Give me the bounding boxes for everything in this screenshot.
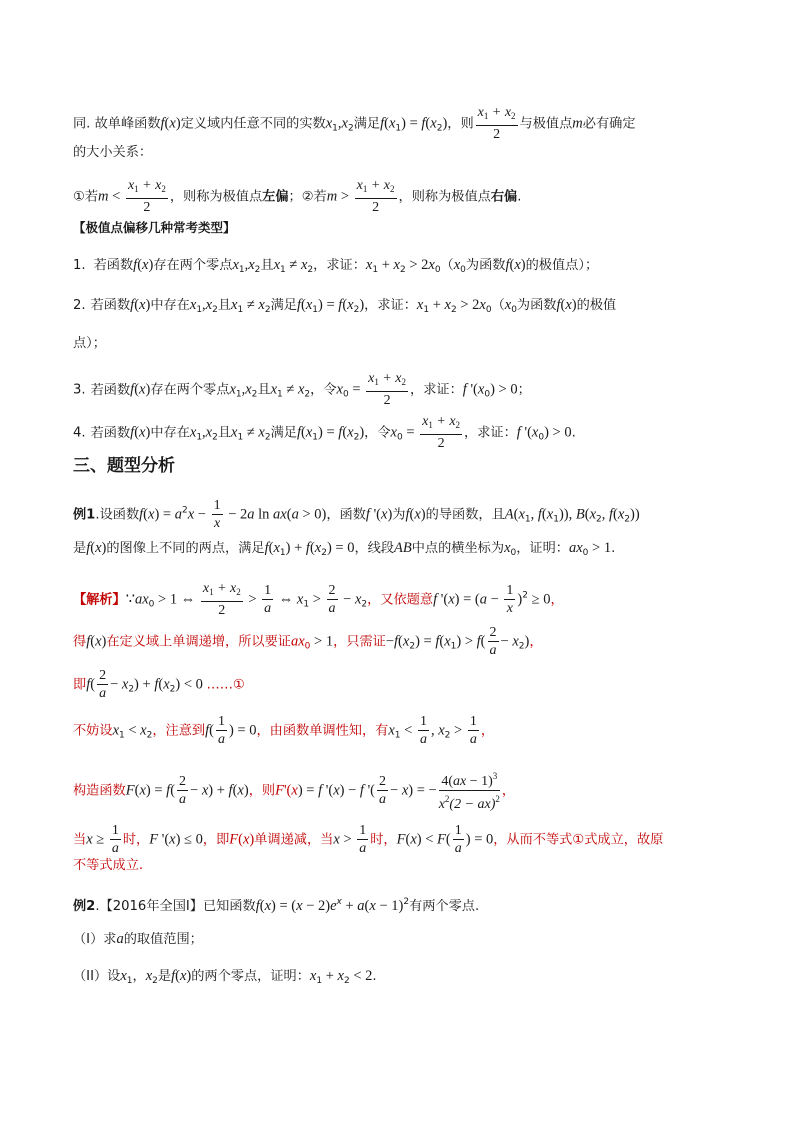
- right-bias-term: 右偏: [490, 189, 518, 205]
- intro-cases-line: ①若m < $\frac{x_1 + x_2}{2}$ ，则称为极值点左偏；②若m > $\frac{x_1 + x_2}{2}$ ，则称为极值点右偏.: [73, 178, 522, 215]
- solution-line-6: 当x ≥ $\frac{1}{a}$ 时，F '(x) ≤ 0，即F(x)单调递减，当x > $\frac{1}{a}$ 时，F(x) < F( $\frac{1}{a}$ ) = 0，从而不等式①式成立，故原: [73, 823, 664, 856]
- example-2-line-1: 例2.【2016年全国Ⅰ】已知函数$f(x) = (x - 2)e^x + a(x - 1)^2$有两个零点.: [73, 897, 480, 914]
- type-item-2: 2. 若函数f(x)中存在$x_1,x_2$且$x_1 \ne x_2$满足$f(x_1) = f(x_2)$，求证：$x_1 + x_2 > 2x_0(x_0$为函数f(x)的极值: [73, 297, 617, 315]
- type-item-4: 4. 若函数f(x)中存在$x_1,x_2$且$x_1 \ne x_2$满足$f(x_1) = f(x_2)$，令$x_0$ = $\frac{x_1 + x_2}{2}$ ，求证：f '$(x_0) > 0$.: [73, 414, 576, 451]
- solution-line-7: 不等式成立.: [73, 858, 144, 873]
- example-1-line-2: 是f(x)的图像上不同的两点，满足$f(x_1) + f(x_2) = 0$，线段AB中点的横坐标为$x_0$，证明：$ax_0 > 1$.: [73, 540, 616, 558]
- solution-line-5: 构造函数F(x) = f( $\frac{2}{a}$ − x) + f(x)，则F'(x) = f '(x) − f '( $\frac{2}{a}$ − x) = − $\frac{4(ax - 1)^3}{x^2(2 - ax)^2}$ ，: [73, 768, 515, 813]
- types-heading: 【极值点偏移几种常考类型】: [73, 220, 236, 235]
- fraction-mean: $\frac{x_1 + x_2}{2}$: [477, 105, 516, 142]
- type-item-2-cont: 点）；: [73, 336, 106, 351]
- section-title: 三、题型分析: [73, 456, 175, 476]
- type-item-3: 3. 若函数f(x)存在两个零点$x_1,x_2$且$x_1 \ne x_2$，令$x_0$ = $\frac{x_1 + x_2}{2}$ ，求证：f '$(x_0) > 0$；: [73, 371, 531, 408]
- intro-line-1: 同. 故单峰函数f(x)定义域内任意不同的实数$x_1,x_2$满足$f(x_1) = f(x_2)$，则 $\frac{x_1 + x_2}{2}$ 与极值点m必有确定: [73, 105, 636, 142]
- solution-line-3: 即f( $\frac{2}{a}$ − $x_2) + f(x_2) < 0$ ……①: [73, 668, 245, 701]
- example-2-question-2: （II）设$x_1$，$x_2$是f(x)的两个零点，证明：$x_1 + x_2 < 2$.: [73, 968, 377, 986]
- example-1-line-1: 例1.设函数$f(x) = a^2x$ − $\frac{1}{x}$ − 2a ln ax(a > 0)，函数f '(x)为f(x)的导函数，且$A(x_1$, $f(x_1)$), $B(x_2$, $f(x_2)$): [73, 498, 640, 531]
- solution-line-2: 得f(x)在定义域上单调递增，所以要证$ax_0 > 1$，只需证$-f(x_2) = f(x_1) > f$( $\frac{2}{a}$ − $x_2$)，: [73, 625, 543, 658]
- solution-line-1: 【解析】$\because ax_0 > 1$ ⇔ $\frac{x_1 + x_2}{2}$ > $\frac{1}{a}$ ⇔ $x_1$ > $\frac{2}{a}$ − $x_2$，又依题意f '(x) = (a − $\frac{1}{x}$ )$^2$ ≥ 0，: [73, 581, 564, 618]
- left-bias-term: 左偏: [262, 189, 289, 205]
- example-2-question-1: （I）求a的取值范围；: [73, 931, 203, 947]
- intro-line-2: 的大小关系：: [73, 145, 153, 160]
- solution-line-4: 不妨设$x_1 < x_2$，注意到f( $\frac{1}{a}$ ) = 0，由函数单调性知，有$x_1$ < $\frac{1}{a}$ , $x_2$ > $\frac{1}{a}$ ，: [73, 714, 495, 747]
- type-item-1: 1. 若函数f(x)存在两个零点$x_1,x_2$且$x_1 \ne x_2$，求证：$x_1 + x_2 > 2x_0(x_0$为函数f(x)的极值点）；: [73, 257, 599, 275]
